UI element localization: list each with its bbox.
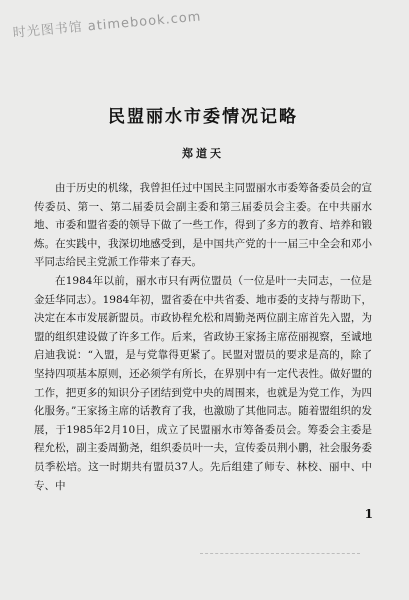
watermark: 时光图书馆 atimebook.com [12, 9, 202, 41]
document-author: 郑道天 [182, 147, 224, 160]
page-number: 1 [364, 507, 373, 521]
bottom-rule [200, 553, 360, 554]
paragraph-2: 在1984年以前，丽水市只有两位盟员（一位是叶一夫同志，一位是金廷华同志）。1984年初，盟省委在中共省委、地市委的支持与帮助下，决定在本市发展新盟员。市政协程允松和周勤尧两位副主席首先入盟，为盟的组织建设做了许多工作。后来，省政协王家扬主席莅丽视察，至诚地启迪我说：“入盟，是与党靠得更紧了。民盟对盟员的要求是高的，除了坚持四项基本原则，还必须学有所长，在界别中有一定代表性。做好盟的工作，把更多的知识分子团结到党中央的周围来，也就是为党工作，为四化服务。”王家扬主席的话教育了我，也激励了其他同志。随着盟组织的发展，于1985年2月10日，成立了民盟丽水市筹备委员会。筹委会主委是程允松，副主委周勤尧，组织委员叶一夫，宣传委员荆小鹏，社会服务委员季松培。这一时期共有盟员37人。先后组建了师专、林校、丽中、中专、中 [34, 274, 372, 492]
document-page [34, 102, 372, 495]
document-title: 民盟丽水市委情况记略 [108, 107, 298, 127]
paragraph-1: 由于历史的机缘，我曾担任过中国民主同盟丽水市委筹备委员会的宣传委员、第一、第二届委员会副主委和第三届委员会主委。在中共丽水地、市委和盟省委的领导下做了一些工作，得到了多方的教育、培养和锻炼。在实践中，我深切地感受到，是中国共产党的十一届三中全会和邓小平同志给民主党派工作带来了春天。 [34, 182, 372, 269]
